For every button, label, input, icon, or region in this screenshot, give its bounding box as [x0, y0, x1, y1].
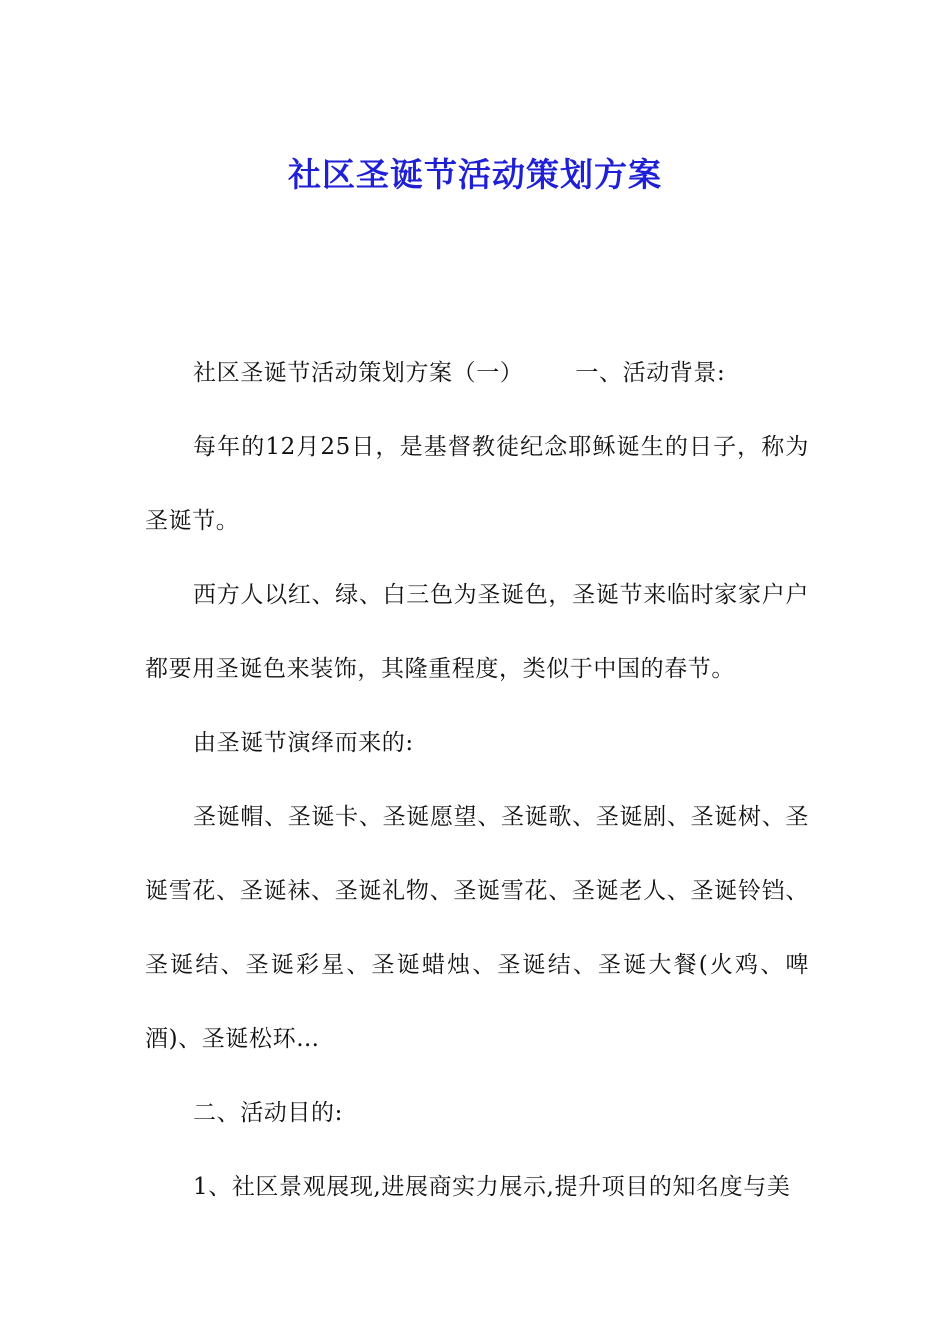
section-heading-purpose: 二、活动目的: [193, 1100, 343, 1126]
paragraph-intro-heading [145, 336, 809, 410]
paragraph-purpose-item-1: 1、社区景观展现,进展商实力展示,提升项目的知名度与美 [193, 1174, 791, 1200]
paragraph-christmas-colors: 西方人以红、绿、白三色为圣诞色，圣诞节来临时家家户户都要用圣诞色来装饰，其隆重程度，类似于中国的春节。 [145, 582, 809, 682]
paragraph-christmas-date: 每年的12月25日，是基督教徒纪念耶稣诞生的日子，称为圣诞节。 [145, 434, 809, 534]
document-body [145, 336, 809, 1224]
section-heading-background: 一、活动背景: [575, 360, 726, 386]
section-subtitle: 社区圣诞节活动策划方案（一） [193, 360, 524, 386]
paragraph-derived-items-intro: 由圣诞节演绎而来的: [193, 730, 414, 756]
document-title: 社区圣诞节活动策划方案 [288, 155, 662, 195]
paragraph-derived-items-list: 圣诞帽、圣诞卡、圣诞愿望、圣诞歌、圣诞剧、圣诞树、圣诞雪花、圣诞袜、圣诞礼物、圣诞雪花、圣诞老人、圣诞铃铛、圣诞结、圣诞彩星、圣诞蜡烛、圣诞结、圣诞大餐(火鸡、啤酒)、圣诞松环… [145, 804, 809, 1052]
